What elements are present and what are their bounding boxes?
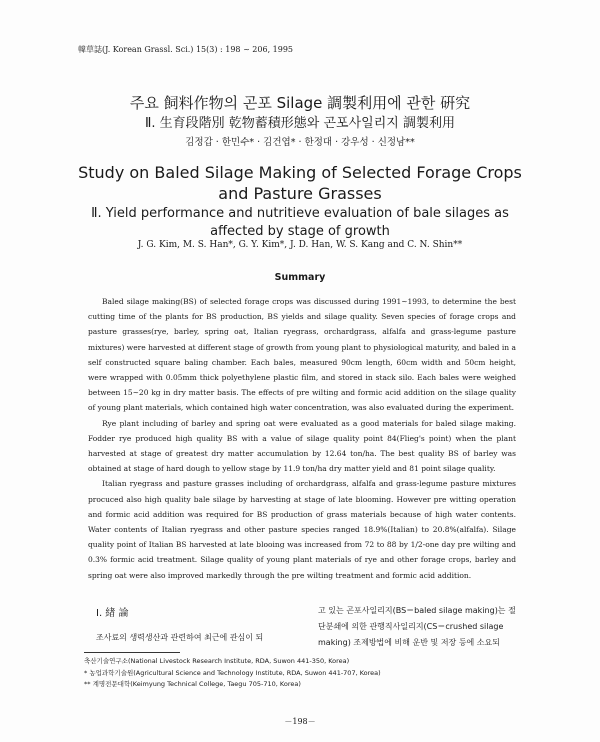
intro-left-column: 조사료의 생력생산과 관련하여 최근에 관심이 되 xyxy=(96,633,264,642)
korean-subtitle: Ⅱ. 生育段階別 乾物蓄積形態와 곤포사일리지 調製利用 xyxy=(145,116,455,131)
page-number: －198－ xyxy=(284,717,316,726)
intro-right-column xyxy=(318,603,528,651)
english-title-line2: and Pasture Grasses xyxy=(218,184,382,203)
summary-paragraph: Rye plant including of barley and spring oat were evaluated as a good materials for baled silage making. Fodder rye produced high quality BS with a value of silage quality point 84(Flieg's point) when the plant harvested at stage of greatest dry matter accumulation by 12.64 ton/ha. The best quality BS of barley was obtained at stage of hard dough to yellow stage by 11.9 ton/ha dry matter yield and 81 point silage quality. xyxy=(88,418,516,474)
footnote: ** 계명전문대학(Keimyung Technical College, Taegu 705-710, Korea) xyxy=(84,680,301,688)
journal-citation: 韓草誌(J. Korean Grassl. Sci.) 15(3) : 198 ~ 206, 1995 xyxy=(78,45,294,54)
english-title xyxy=(0,162,600,204)
english-subtitle-line1: Ⅱ. Yield performance and nutritieve evaluation of bale silages as xyxy=(91,206,509,221)
summary-paragraph: Baled silage making(BS) of selected forage crops was discussed during 1991~1993, to determine the best cutting time of the plants for BS production, BS yields and silage quality. Seven species of forage crops and pasture grasses(rye, barley, spring oat, Italian ryegrass, orchardgrass, alfalfa and grass-legume pasture mixtures) were harvested at different stage of growth from young plant to physiological maturity, and baled in a self constructed square baling chamber. Each bales, measured 90cm length, 60cm width and 50cm height, were wrapped with 0.05mm thick polyethylene plastic film, and stored in stack silo. Each bales were weighed between 15~20 kg in dry matter basis. The effects of pre wilting and formic acid addition on the silage quality of young plant materials, which contained high water concentration, was also evaluated during the experiment. xyxy=(88,297,516,413)
english-subtitle-line2: affected by stage of growth xyxy=(210,224,390,239)
english-subtitle xyxy=(0,205,600,241)
intro-right-line: 단분쇄에 의한 관행직사일리지(CS＝crushed silage xyxy=(318,622,504,631)
affiliation-footnotes xyxy=(84,656,524,691)
english-title-line1: Study on Baled Silage Making of Selected Forage Crops xyxy=(78,163,522,182)
footnote-divider xyxy=(84,652,180,653)
summary-paragraph: Italian ryegrass and pasture grasses including of orchardgrass, alfalfa and grass-legume pasture mixtures procuced also high quality bale silage by harvesting at stage of late blooming. However pre witting operation and formic acid addition was required for BS production of grass materials because of high water contents. Water contents of Italian ryegrass and other pasture species ranged 18.9%(Italian) to 20.8%(alfalfa). Silage quality point of Italian BS harvested at late blooing was increased from 72 to 88 by 1/2-one day pre wilting and 0.3% formic acid treatment. Silage quality of young plant materials of rye and other forage crops, barley and spring oat were also improved markedly through the pre wilting treatment and formic acid addition. xyxy=(88,479,516,580)
summary-body xyxy=(88,294,516,583)
footnote: * 농업과학기술원(Agricultural Science and Technology Institute, RDA, Suwon 441-707, Korea) xyxy=(84,668,381,677)
summary-heading: Summary xyxy=(274,272,326,283)
introduction-heading: Ⅰ. 緖 論 xyxy=(96,608,129,619)
korean-authors: 김정갑 · 한민수* · 김건엽* · 한정대 · 강우성 · 신정남** xyxy=(185,137,415,148)
intro-right-line: 고 있는 곤포사일리지(BS＝baled silage making)는 절 xyxy=(318,606,516,615)
footnote: 축산기술연구소(National Livestock Research Institute, RDA, Suwon 441-350, Korea) xyxy=(84,657,350,665)
intro-right-line: making) 조제방법에 비해 운반 및 저장 등에 소요되 xyxy=(318,638,500,647)
english-authors: J. G. Kim, M. S. Han*, G. Y. Kim*, J. D. Han, W. S. Kang and C. N. Shin** xyxy=(137,240,463,250)
korean-title: 주요 飼料作物의 곤포 Silage 調製利用에 관한 硏究 xyxy=(129,94,471,112)
